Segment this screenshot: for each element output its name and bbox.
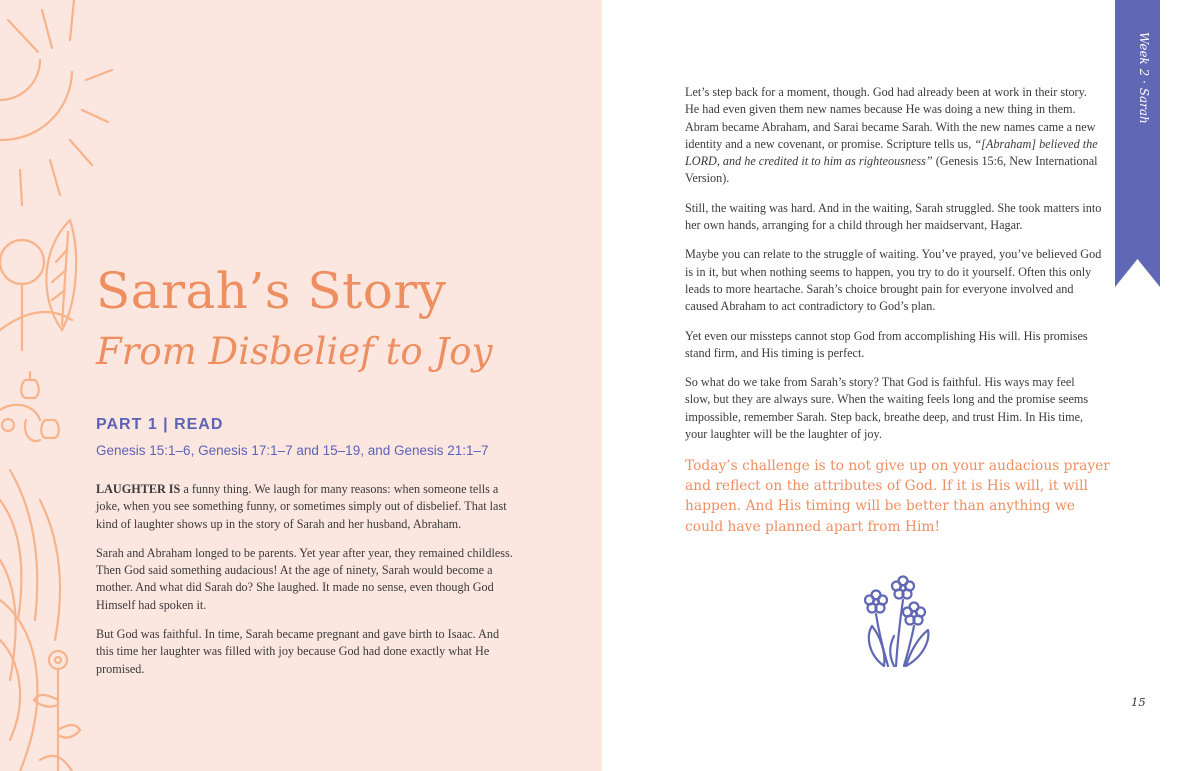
scripture-references: Genesis 15:1–6, Genesis 17:1–7 and 15–19, and Genesis 21:1–7 (96, 443, 489, 458)
body-paragraph: Yet even our missteps cannot stop God from accomplishing His will. His promises stand firm, and His timing is perfect. (685, 328, 1088, 360)
right-body-text (685, 84, 1102, 455)
ribbon-label: Week 2 · Sarah (1137, 32, 1151, 124)
part-heading: PART 1 | READ (96, 416, 224, 433)
page-subtitle: From Disbelief to Joy (96, 330, 493, 373)
body-paragraph: Sarah and Abraham longed to be parents. Yet year after year, they remained childless. Then God said something audacious! At the age of ninety, Sarah would become a mother. And what did Sarah do? She laughed. It made no sense, even though God Himself had spoken it. (96, 545, 513, 612)
left-body-text (96, 481, 516, 690)
paragraph-text: a funny thing. We laugh for many reasons: when someone tells a joke, when you see something funny, or sometimes simply out of disbelief. That last kind of laughter shows up in the story of Sarah and her husband, Abraham. (96, 482, 507, 531)
page-title: Sarah’s Story (96, 262, 447, 320)
body-paragraph: But God was faithful. In time, Sarah became pregnant and gave birth to Isaac. And this time her laughter was filled with joy because God had done exactly what He promised. (96, 627, 500, 676)
body-paragraph: So what do we take from Sarah’s story? That God is faithful. His ways may feel slow, but they are always sure. When the waiting feels long and the promise seems impossible, remember Sarah. Step back, breathe deep, and trust Him. In His time, your laughter will be the laughter of joy. (685, 375, 1089, 442)
drop-lead-text: LAUGHTER IS (96, 482, 181, 496)
page-number: 15 (1131, 695, 1146, 709)
flowers-icon (858, 574, 942, 670)
paragraph-text: (Genesis 15:6, New International Version). (685, 154, 1098, 186)
body-paragraph: Maybe you can relate to the struggle of waiting. You’ve prayed, you’ve believed God is in it, but when nothing seems to happen, you try to do it yourself. Often this only leads to more heartache. Sarah’s choice brought pain for everyone involved and caused Abraham to act contradictory to God’s plan. (685, 247, 1102, 314)
scripture-quote: “[Abraham] believed the LORD, and he credited it to him as righteousness” (685, 136, 1098, 169)
daily-challenge: Today’s challenge is to not give up on your audacious prayer and reflect on the attributes of God. If it is His will, it will happen. And His timing will be better than anything we could have planned apart from Him! (685, 458, 1110, 535)
body-paragraph (685, 84, 1102, 188)
body-paragraph: Still, the waiting was hard. And in the waiting, Sarah struggled. She took matters into her own hands, arranging for a child through her maidservant, Hagar. (685, 200, 1102, 233)
paragraph-text: Let’s step back for a moment, though. God had already been at work in their story. He had even given them new names because He was doing a new thing in them. Abram became Abraham, and Sarai became Sarah. With the new names came a new identity and a new covenant, or promise. Scripture tells us, (685, 85, 1096, 151)
body-paragraph (96, 481, 516, 533)
